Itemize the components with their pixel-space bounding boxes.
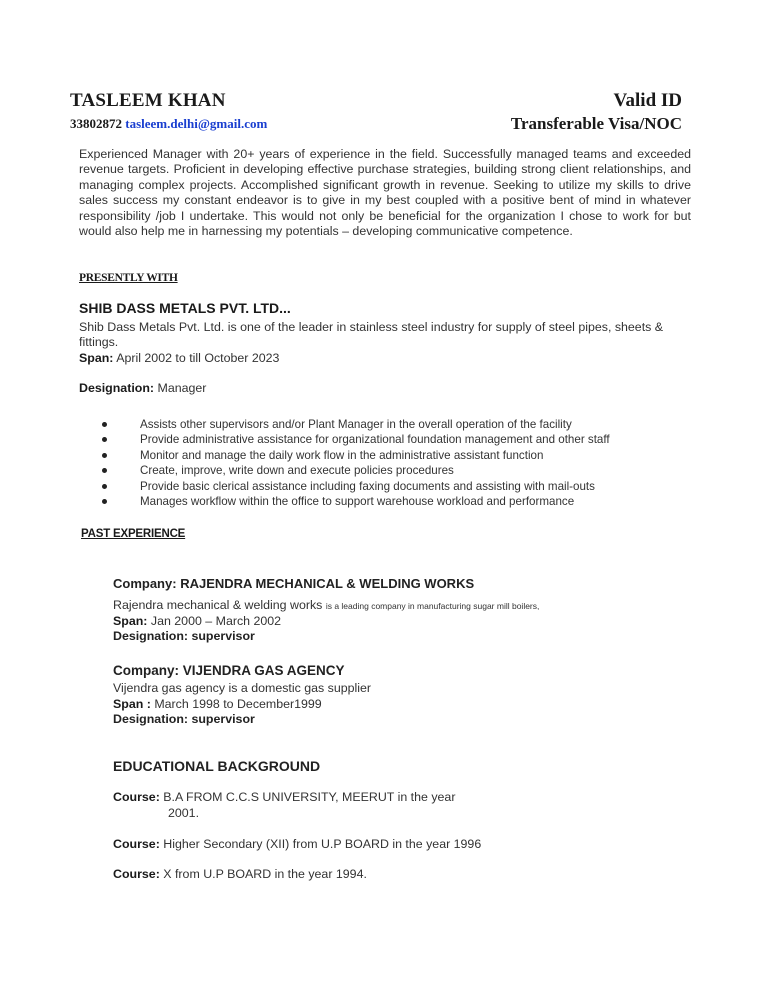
span-label: Span : [113,697,151,711]
span-value: Jan 2000 – March 2002 [150,614,282,628]
company-label: Company: [113,663,180,678]
education-heading: EDUCATIONAL BACKGROUND [113,758,321,774]
past-company-title [113,576,474,591]
company-desc-small: is a leading company in manufacturing sugar mill boilers, [325,601,540,611]
duty-item [100,448,610,463]
course-value: B.A FROM C.C.S UNIVERSITY, MEERUT in the year [163,790,456,804]
company-label: Company: [113,576,177,591]
course-item [113,866,367,882]
bullet-icon [102,499,107,504]
bullet-icon [102,453,107,458]
duty-item [100,432,610,447]
duty-item [100,463,610,478]
course-item [113,836,481,852]
company-name: RAJENDRA MECHANICAL & WELDING WORKS [180,576,475,591]
past-company-description: Vijendra gas agency is a domestic gas supplier [113,681,372,695]
current-company-name: SHIB DASS METALS PVT. LTD... [79,300,291,316]
email-link[interactable]: tasleem.delhi@gmail.com [125,116,268,131]
designation-label: Designation: [79,381,155,395]
bullet-icon [102,468,107,473]
designation-value: Manager [157,381,207,395]
past-company-span [113,614,281,628]
duty-item [100,479,610,494]
current-span [79,351,279,365]
past-experience-heading: PAST EXPERIENCE [81,528,186,540]
course-item [113,789,455,821]
valid-id-label: Valid ID [613,90,682,111]
header-left [70,90,267,134]
company-name: VIJENDRA GAS AGENCY [182,663,345,678]
bullet-icon [102,422,107,427]
duty-text: Provide basic clerical assistance including faxing documents and assisting with mail-outs [140,479,595,493]
span-label: Span: [113,614,148,628]
duty-text: Manages workflow within the office to support warehouse workload and performance [140,495,575,509]
course-label: Course: [113,790,160,804]
duties-list [100,417,610,509]
course-value-continued: 2001. [168,806,200,820]
past-company-designation: Designation: supervisor [113,712,255,726]
duty-text: Monitor and manage the daily work flow in the administrative assistant function [140,448,544,462]
visa-status-label: Transferable Visa/NOC [510,114,682,133]
candidate-name: TASLEEM KHAN [70,90,226,111]
current-company-description: Shib Dass Metals Pvt. Ltd. is one of the leader in stainless steel industry for supply of steel pipes, sheets & fittings. [79,320,664,350]
phone-number: 33802872 [70,116,122,131]
span-value: March 1998 to December1999 [154,697,322,711]
past-company-designation: Designation: supervisor [113,629,255,643]
course-value: Higher Secondary (XII) from U.P BOARD in the year 1996 [163,837,482,851]
presently-with-heading: PRESENTLY WITH [79,272,178,284]
course-label: Course: [113,837,160,851]
bullet-icon [102,484,107,489]
duty-item [100,417,610,432]
past-company-title [113,663,345,678]
contact-line [70,114,267,134]
duty-text: Create, improve, write down and execute policies procedures [140,464,454,478]
duty-text: Provide administrative assistance for organizational foundation management and other staff [140,433,610,447]
past-company-span [113,697,322,711]
span-value: April 2002 to till October 2023 [116,351,280,365]
duty-item [100,494,610,509]
current-designation [79,381,206,395]
professional-summary: Experienced Manager with 20+ years of experience in the field. Successfully managed teams and exceeded revenue targets. Proficient in developing effective purchase strategies, building strong client relationships, and managing complex projects. Accomplished significant growth in revenue. Seeking to utilize my skills to drive sales success my constant endeavor is to give in my best coupled with a positive bent of mind in whatever responsibility /job I undertake. This would not only be beneficial for the organization I chose to work for but would also help me in harnessing my potentials – developing communicative competence. [79,147,691,239]
header-right [511,90,682,135]
company-desc-main: Rajendra mechanical & welding works [113,598,323,612]
duty-text: Assists other supervisors and/or Plant Manager in the overall operation of the facility [140,418,572,431]
course-label: Course: [113,867,160,881]
bullet-icon [102,437,107,442]
span-label: Span: [79,351,114,365]
course-value: X from U.P BOARD in the year 1994. [163,867,367,881]
past-company-description [113,598,539,612]
